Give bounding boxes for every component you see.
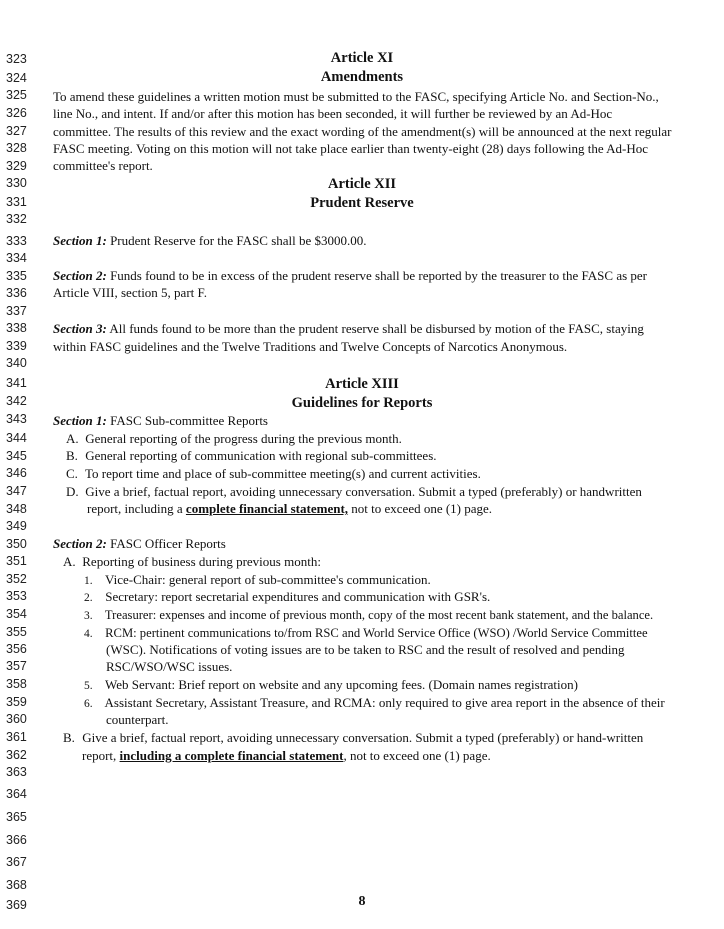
line-number: 331	[6, 195, 27, 209]
article-xii-section-2	[53, 268, 647, 284]
line-number: 325	[6, 88, 27, 102]
text: not to exceed one (1) page.	[348, 501, 493, 516]
article-xi-line: FASC meeting. Voting on this motion will not take place earlier than twenty-eight (28) days following the Ad-Hoc	[53, 141, 649, 156]
line-number: 369	[6, 898, 27, 912]
article-xii-section-3-line2: within FASC guidelines and the Twelve Traditions and Twelve Concepts of Narcotics Anonymous.	[53, 339, 568, 354]
sub-list-item	[84, 695, 665, 712]
list-item-text: General reporting of the progress during the previous month.	[85, 431, 402, 446]
text: , not to exceed one (1) page.	[343, 748, 491, 763]
section-label: Section 3:	[53, 321, 107, 336]
list-item-continuation	[87, 501, 492, 517]
page-number: 8	[358, 894, 366, 909]
line-number: 366	[6, 833, 27, 847]
article-xi-title: Article XI	[330, 50, 394, 66]
list-item-text: Give a brief, factual report, avoiding unnecessary conversation. Submit a typed (preferably) or hand-written	[82, 730, 644, 745]
article-xii-section-3	[53, 321, 644, 337]
section-text: FASC Sub-committee Reports	[106, 413, 268, 428]
list-marker: 6.	[84, 698, 93, 710]
list-marker: 5.	[84, 680, 93, 692]
list-item-text: Assistant Secretary, Assistant Treasure, and RCMA: only required to give area report in the absence of their	[104, 695, 665, 710]
list-item-text: RCM: pertinent communications to/from RSC and World Service Office (WSO) /World Service Committee	[105, 626, 648, 640]
article-xiii-title: Article XIII	[325, 376, 399, 392]
line-number: 357	[6, 659, 27, 673]
line-number: 351	[6, 554, 27, 568]
line-number: 328	[6, 141, 27, 155]
article-xii-subtitle: Prudent Reserve	[310, 195, 414, 211]
list-item	[66, 448, 437, 464]
line-number: 327	[6, 124, 27, 138]
list-marker: 3.	[84, 610, 93, 622]
list-marker: A.	[66, 431, 79, 446]
article-xi-line: line No., and intent. If and/or after this motion has been seconded, it will further be reviewed by an Ad-Hoc	[53, 106, 613, 121]
emphasis-underlined: including a complete financial statement	[119, 748, 344, 763]
section-text: Prudent Reserve for the FASC shall be $3000.00.	[106, 233, 367, 248]
article-xii-section-1	[53, 233, 367, 249]
sub-list-item	[84, 607, 653, 624]
list-item	[66, 431, 402, 447]
article-xi-subtitle: Amendments	[320, 69, 404, 85]
list-item-text: General reporting of communication with regional sub-committees.	[85, 448, 437, 463]
list-marker: B.	[63, 730, 75, 745]
list-item-text: Reporting of business during previous month:	[82, 554, 321, 569]
section-label: Section 2:	[53, 536, 107, 551]
article-xi-line: committee. The results of this review and the exact wording of the amendment(s) will be announced at the next regular	[53, 124, 672, 139]
list-marker: 2.	[84, 592, 93, 604]
section-label: Section 1:	[53, 233, 107, 248]
line-number: 333	[6, 234, 27, 248]
list-marker: A.	[63, 554, 76, 569]
list-item-text: Vice-Chair: general report of sub-committee's communication.	[105, 572, 431, 587]
sub-list-item	[84, 572, 431, 589]
list-item-text: To report time and place of sub-committee meeting(s) and current activities.	[85, 466, 481, 481]
line-number: 350	[6, 537, 27, 551]
section-label: Section 1:	[53, 413, 107, 428]
sub-list-item-continuation: counterpart.	[106, 712, 169, 727]
text: report, including a	[87, 501, 186, 516]
line-number: 367	[6, 855, 27, 869]
list-marker: 1.	[84, 575, 93, 587]
list-item	[63, 730, 643, 746]
line-number: 364	[6, 787, 27, 801]
list-item-text: Give a brief, factual report, avoiding unnecessary conversation. Submit a typed (preferably) or handwritten	[85, 484, 642, 499]
list-marker: C.	[66, 466, 78, 481]
line-number: 355	[6, 625, 27, 639]
list-marker: 4.	[84, 628, 93, 640]
emphasis-underlined: complete financial statement,	[185, 501, 349, 516]
line-number: 342	[6, 394, 27, 408]
line-number: 334	[6, 251, 27, 265]
article-xi-line: To amend these guidelines a written motion must be submitted to the FASC, specifying Article No. and Section-No.,	[53, 89, 659, 104]
line-number: 356	[6, 642, 27, 656]
line-number: 360	[6, 712, 27, 726]
section-text: FASC Officer Reports	[106, 536, 226, 551]
list-marker: D.	[66, 484, 79, 499]
line-number: 345	[6, 449, 27, 463]
section-label: Section 2:	[53, 268, 107, 283]
line-number: 347	[6, 484, 27, 498]
line-number: 365	[6, 810, 27, 824]
list-marker: B.	[66, 448, 78, 463]
article-xiii-section-1	[53, 413, 268, 429]
line-number: 368	[6, 878, 27, 892]
line-number: 335	[6, 269, 27, 283]
sub-list-item-continuation: (WSC). Notifications of voting issues are to be taken to RSC and the result of resolved and pending	[106, 642, 625, 657]
list-item	[66, 466, 481, 482]
line-number: 362	[6, 748, 27, 762]
line-number: 346	[6, 466, 27, 480]
line-number: 329	[6, 159, 27, 173]
list-item	[63, 554, 321, 570]
line-number: 323	[6, 52, 27, 66]
list-item-text: Web Servant: Brief report on website and any upcoming fees. (Domain names registration)	[105, 677, 578, 692]
line-number: 338	[6, 321, 27, 335]
line-number: 332	[6, 212, 27, 226]
line-number: 358	[6, 677, 27, 691]
line-number: 349	[6, 519, 27, 533]
line-number: 339	[6, 339, 27, 353]
section-text: Funds found to be in excess of the prudent reserve shall be reported by the treasurer to the FASC as per	[106, 268, 648, 283]
line-number: 336	[6, 286, 27, 300]
sub-list-item	[84, 625, 648, 642]
list-item-text: Secretary: report secretarial expenditures and communication with GSR's.	[105, 589, 491, 604]
line-number: 344	[6, 431, 27, 445]
line-number: 337	[6, 304, 27, 318]
section-text: All funds found to be more than the prudent reserve shall be disbursed by motion of the FASC, staying	[106, 321, 644, 336]
line-number: 348	[6, 502, 27, 516]
list-item-continuation	[82, 748, 491, 764]
line-number: 354	[6, 607, 27, 621]
line-number: 359	[6, 695, 27, 709]
sub-list-item-continuation: RSC/WSO/WSC issues.	[106, 659, 233, 674]
article-xiii-subtitle: Guidelines for Reports	[291, 395, 433, 411]
line-number: 363	[6, 765, 27, 779]
line-number: 341	[6, 376, 27, 390]
line-number: 324	[6, 71, 27, 85]
article-xii-section-2-line2: Article VIII, section 5, part F.	[53, 285, 207, 300]
list-item-text: Treasurer: expenses and income of previous month, copy of the most recent bank statement, and the balance.	[104, 608, 654, 622]
line-number: 352	[6, 572, 27, 586]
line-number: 353	[6, 589, 27, 603]
line-number: 361	[6, 730, 27, 744]
article-xiii-section-2	[53, 536, 226, 552]
article-xi-line: committee's report.	[53, 158, 153, 173]
line-number: 330	[6, 176, 27, 190]
line-number: 340	[6, 356, 27, 370]
sub-list-item	[84, 677, 578, 694]
sub-list-item	[84, 589, 490, 606]
text: report,	[82, 748, 120, 763]
list-item	[66, 484, 642, 500]
line-number: 326	[6, 106, 27, 120]
article-xii-title: Article XII	[327, 176, 397, 192]
line-number: 343	[6, 412, 27, 426]
